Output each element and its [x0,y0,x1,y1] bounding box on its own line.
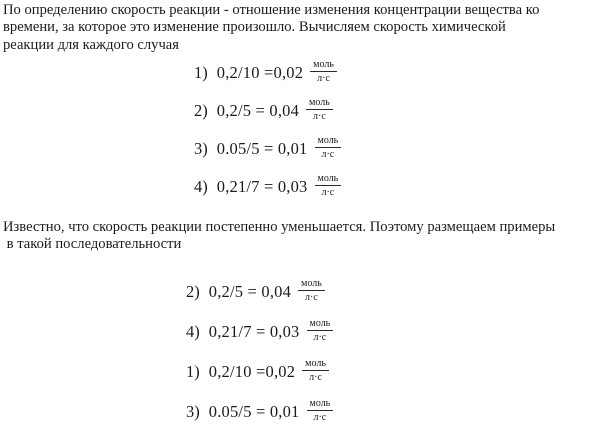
equation-row [194,135,341,162]
unit-numerator: моль [298,278,325,292]
unit-numerator: моль [315,173,342,187]
unit-numerator: моль [310,59,337,73]
unit-denominator: л·с [313,111,326,122]
unit-denominator: л·с [313,412,327,423]
equation-number: 3) [186,401,200,421]
equation-expression: 0.05/5 = 0,01 [216,138,308,158]
equation-number: 2) [186,281,200,301]
equation-number: 4) [194,176,208,196]
equation-row [186,318,333,345]
equation-expression: 0,2/5 = 0,04 [216,100,300,120]
ordered-list [186,278,333,431]
unit-denominator: л·с [321,187,335,198]
intro-line: времени, за которое это изменение произошло. Вычисляем скорость химической [3,19,506,36]
unit-fraction [307,398,334,424]
unit-fraction [302,358,329,384]
equation-number: 2) [194,100,208,120]
conclusion-line: Известно, что скорость реакции постепенно уменьшается. Поэтому размещаем примеры [3,219,556,235]
unit-numerator: моль [307,398,334,412]
equation-row [186,358,333,385]
unit-denominator: л·с [313,332,327,343]
conclusion-line: в такой последовательности [3,236,182,253]
equation-expression: 0.05/5 = 0,01 [208,401,300,421]
unit-numerator: моль [307,318,334,332]
unit-denominator: л·с [317,73,330,84]
unit-fraction [306,97,333,123]
equation-number: 3) [194,138,208,158]
unit-fraction [315,135,342,161]
equation-expression: 0,2/10 =0,02 [216,62,304,82]
unit-denominator: л·с [321,149,335,160]
unit-numerator: моль [302,358,329,372]
equation-expression: 0,21/7 = 0,03 [216,176,308,196]
unit-denominator: л·с [309,372,322,383]
intro-line: По определению скорость реакции - отношение изменения концентрации вещества ко [3,2,540,18]
equation-row [186,278,333,305]
equation-expression: 0,21/7 = 0,03 [208,321,300,341]
equation-number: 1) [194,62,208,82]
unit-numerator: моль [315,135,342,149]
equation-expression: 0,2/10 =0,02 [208,361,296,381]
unit-numerator: моль [306,97,333,111]
equation-row [194,97,341,124]
unit-fraction [310,59,337,85]
conclusion-paragraph [3,219,609,254]
equation-row [194,173,341,200]
unit-fraction [307,318,334,344]
unit-fraction [298,278,325,304]
equation-row [186,398,333,425]
equation-expression: 0,2/5 = 0,04 [208,281,292,301]
unit-fraction [315,173,342,199]
equation-row [194,59,341,86]
equation-number: 4) [186,321,200,341]
equation-number: 1) [186,361,200,381]
calculations-list [194,59,341,211]
intro-line: реакции для каждого случая [3,36,179,53]
unit-denominator: л·с [305,292,318,303]
intro-paragraph [3,2,609,54]
